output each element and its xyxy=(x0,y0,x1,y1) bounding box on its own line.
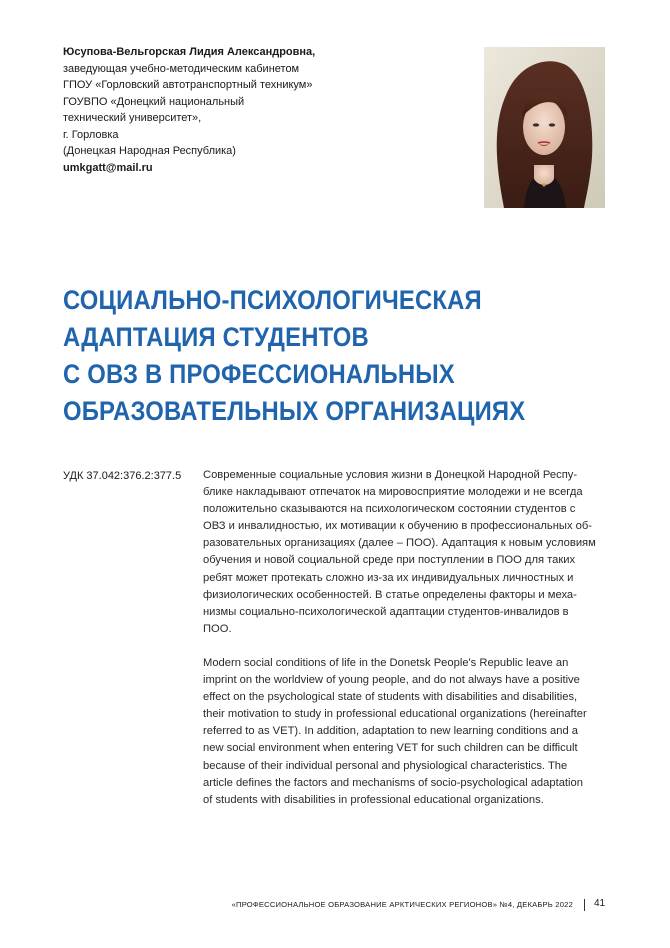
abstract-en-line: Modern social conditions of life in the Donetsk People's Republic leave an xyxy=(203,656,569,669)
abstract-ru-line: ребят может протекать сложно из-за их индивидуальных личностных и xyxy=(203,571,574,584)
author-photo xyxy=(484,47,605,208)
footer-divider xyxy=(584,899,585,911)
author-email[interactable]: umkgatt@mail.ru xyxy=(63,161,153,174)
abstract-ru-line: ПОО. xyxy=(203,622,232,635)
abstract xyxy=(203,467,613,809)
abstract-ru xyxy=(203,467,613,638)
abstract-en-line: article defines the factors and mechanisms of socio-psychological adaptation xyxy=(203,776,583,789)
title-line: СОЦИАЛЬНО-ПСИХОЛОГИЧЕСКАЯ xyxy=(63,285,482,315)
author-affiliation-line: ГПОУ «Горловский автотранспортный техникум» xyxy=(63,79,313,91)
abstract-en-line: referred to as VET). In addition, adaptation to new learning conditions and a xyxy=(203,725,579,738)
abstract-ru-line: низмы социально-психологической адаптации студентов-инвалидов в xyxy=(203,605,569,618)
author-region: (Донецкая Народная Республика) xyxy=(63,145,236,157)
title-line: ОБРАЗОВАТЕЛЬНЫХ ОРГАНИЗАЦИЯХ xyxy=(63,396,526,426)
journal-name: «ПРОФЕССИОНАЛЬНОЕ ОБРАЗОВАНИЕ АРКТИЧЕСКИХ РЕГИОНОВ» №4, ДЕКАБРЬ 2022 xyxy=(231,900,573,909)
page-footer xyxy=(0,898,670,918)
abstract-en-line: effect on the psychological state of students with disabilities and disabilities, xyxy=(203,691,578,704)
abstract-ru-line: физиологических особенностей. В статье определены факторы и меха- xyxy=(203,588,577,601)
abstract-ru-line: разовательных организациях (далее – ПОО). Адаптация к новым условиям xyxy=(203,537,596,550)
abstract-en xyxy=(203,655,613,809)
abstract-ru-line: блике накладывают отпечаток на мировосприятие молодежи и не всегда xyxy=(203,486,583,499)
abstract-en-line: because of their individual personal and physiological characteristics. The xyxy=(203,759,568,772)
author-city: г. Горловка xyxy=(63,128,119,141)
author-affiliation-line: заведующая учебно-методическим кабинетом xyxy=(63,62,300,75)
udk-code: УДК 37.042:376.2:377.5 xyxy=(63,470,182,482)
paragraph-gap xyxy=(203,638,613,655)
abstract-en-line: imprint on the worldview of young people, and do not always have a positive xyxy=(203,674,580,687)
abstract-en-line: their motivation to study in professional educational organizations (hereinafter xyxy=(203,708,587,721)
abstract-ru-line: ОВЗ и инвалидностью, их мотивации к обучению в профессиональных об- xyxy=(203,520,593,533)
page-number: 41 xyxy=(594,898,606,909)
author-name: Юсупова-Вельгорская Лидия Александровна, xyxy=(63,46,316,58)
abstract-en-line: new social environment when entering VET for such children can be difficult xyxy=(203,742,578,755)
article-title xyxy=(63,282,567,430)
title-line: С ОВЗ В ПРОФЕССИОНАЛЬНЫХ xyxy=(63,359,455,389)
title-line: АДАПТАЦИЯ СТУДЕНТОВ xyxy=(63,322,369,352)
abstract-ru-line: обучения и новой социальной среде при поступлении в ПОО для таких xyxy=(203,554,576,567)
author-affiliation-line: ГОУВПО «Донецкий национальный xyxy=(63,95,245,108)
author-block xyxy=(63,44,383,176)
abstract-ru-line: Современные социальные условия жизни в Донецкой Народной Респу- xyxy=(203,469,578,481)
author-affiliation-line: технический университет», xyxy=(63,112,202,124)
abstract-ru-line: положительно сказываются на психологическом состоянии студентов с xyxy=(203,503,576,516)
abstract-en-line: of students with disabilities in professional educational organizations. xyxy=(203,793,544,806)
